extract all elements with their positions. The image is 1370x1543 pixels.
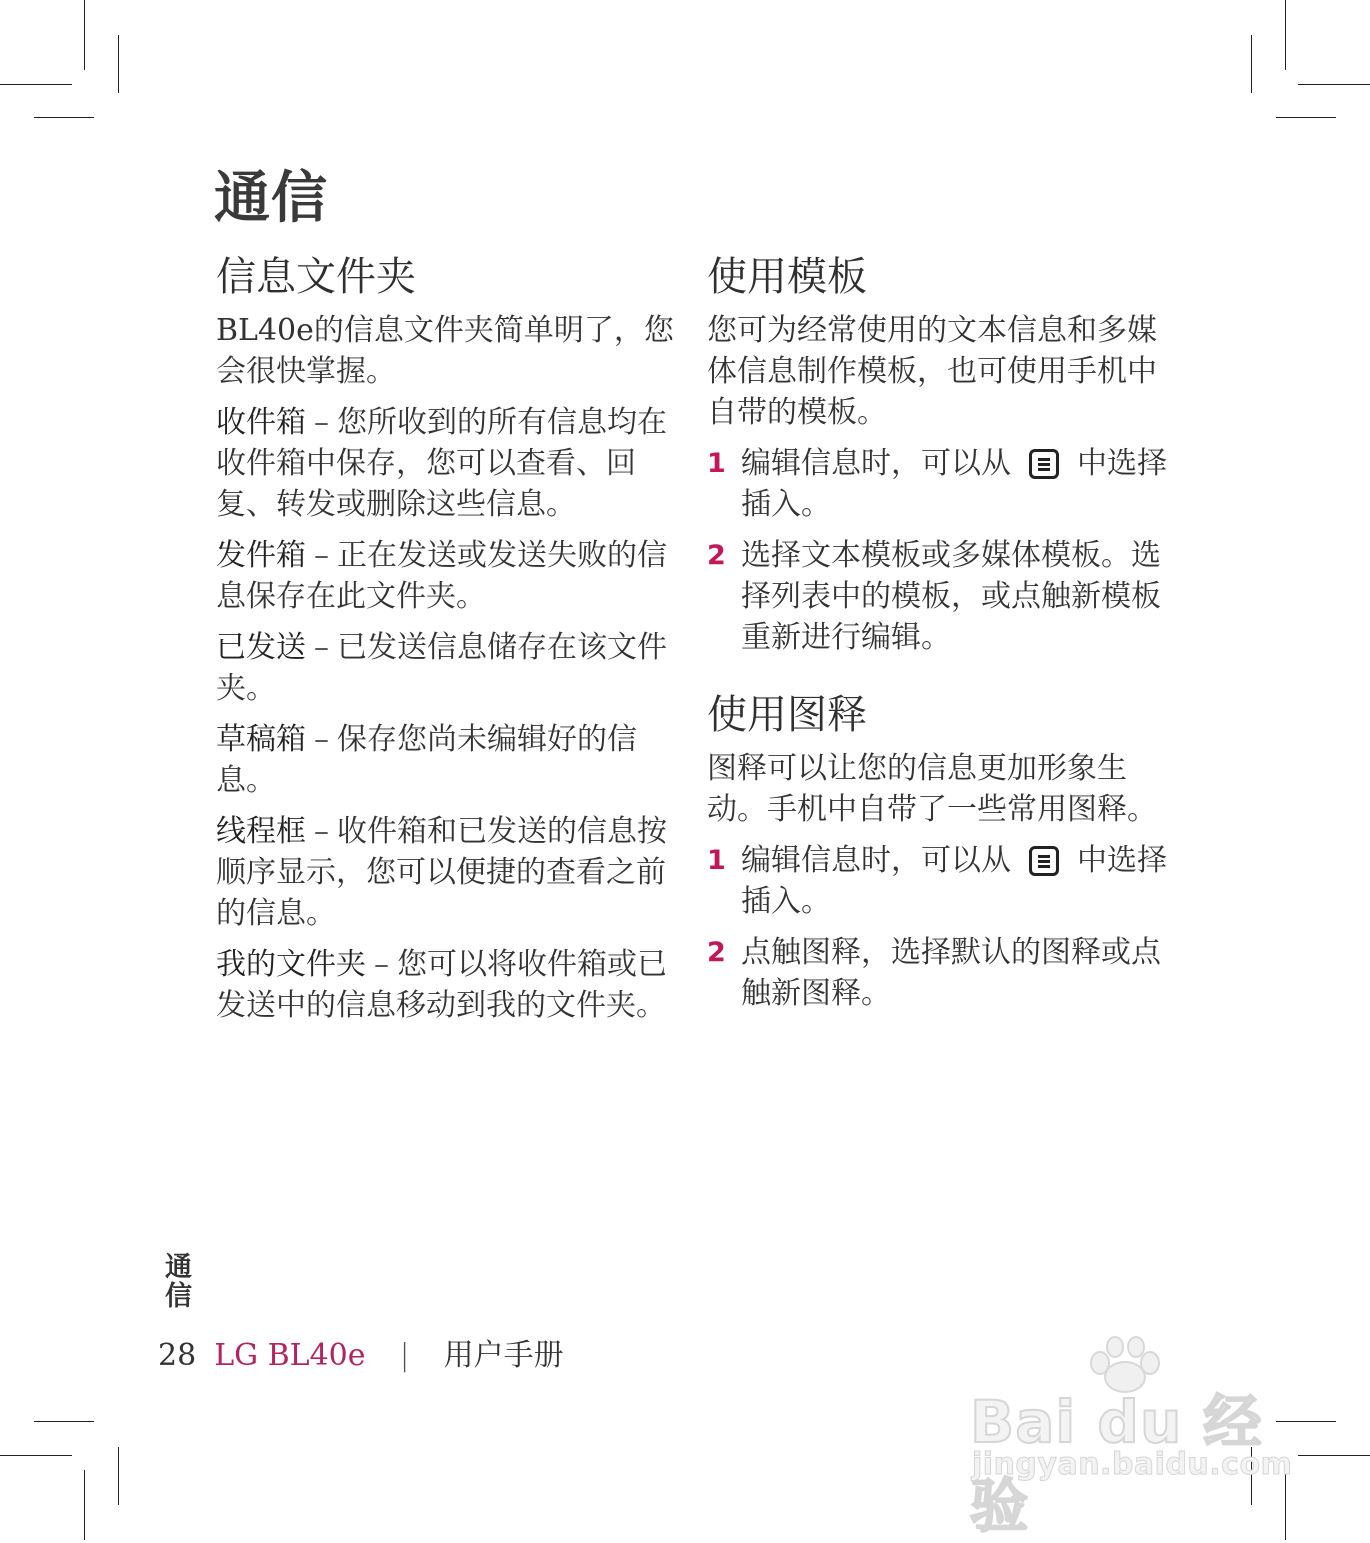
folder-item-sent xyxy=(216,627,676,709)
section-heading-templates: 使用模板 xyxy=(707,254,867,300)
step-text: 编辑信息时，可以从 xyxy=(741,446,1011,481)
step-text: 点触图释，选择默认的图释或点触新图释。 xyxy=(741,935,1161,1011)
crop-mark xyxy=(0,1455,72,1456)
crop-mark xyxy=(1285,0,1286,70)
separator: – xyxy=(374,947,389,982)
folder-item-threads xyxy=(216,811,676,934)
templates-intro: 您可为经常使用的文本信息和多媒体信息制作模板，也可使用手机中自带的模板。 xyxy=(707,313,1157,430)
folder-item-my-folders xyxy=(216,944,676,1026)
side-tab-label: 通信 xyxy=(160,1252,191,1310)
brand-model: LG BL40e xyxy=(214,1338,366,1373)
folder-item-outbox xyxy=(216,535,676,617)
templates-step-2 xyxy=(707,535,1167,658)
folder-term: 我的文件夹 xyxy=(216,947,366,982)
folder-item-drafts xyxy=(216,719,676,801)
menu-icon xyxy=(1029,449,1059,479)
crop-mark xyxy=(1298,84,1370,85)
section-heading-message-folders: 信息文件夹 xyxy=(216,254,416,300)
left-column xyxy=(216,252,676,1036)
separator: – xyxy=(314,538,329,573)
folder-term: 发件箱 xyxy=(216,538,306,573)
crop-mark xyxy=(34,117,94,118)
crop-mark xyxy=(1276,117,1336,118)
emoticons-step-1 xyxy=(707,840,1167,922)
step-text: 中选择插入。 xyxy=(741,446,1167,522)
crop-mark xyxy=(1298,1455,1370,1456)
crop-mark xyxy=(84,0,85,70)
step-number: 2 xyxy=(707,937,726,968)
separator: – xyxy=(314,405,329,440)
crop-mark xyxy=(118,1447,119,1505)
templates-step-1 xyxy=(707,443,1167,525)
folder-desc: 正在发送或发送失败的信息保存在此文件夹。 xyxy=(216,538,667,614)
crop-mark xyxy=(34,1421,94,1422)
crop-mark xyxy=(0,84,72,85)
watermark-url: jingyan.baidu.com xyxy=(972,1447,1293,1482)
step-text: 中选择插入。 xyxy=(741,843,1167,919)
folder-term: 草稿箱 xyxy=(216,722,306,757)
page-footer xyxy=(158,1330,564,1374)
folder-desc: 保存您尚未编辑好的信息。 xyxy=(216,722,637,798)
step-number: 1 xyxy=(707,448,726,479)
folder-term: 收件箱 xyxy=(216,405,306,440)
crop-mark xyxy=(1251,35,1252,93)
folder-term: 线程框 xyxy=(216,814,306,849)
folder-term: 已发送 xyxy=(216,630,306,665)
footer-divider: | xyxy=(399,1338,410,1373)
folder-desc: 您可以将收件箱或已发送中的信息移动到我的文件夹。 xyxy=(216,947,667,1023)
page-number: 28 xyxy=(158,1338,197,1373)
step-text: 编辑信息时，可以从 xyxy=(741,843,1011,878)
separator: – xyxy=(314,814,329,849)
emoticons-step-2 xyxy=(707,932,1167,1014)
separator: – xyxy=(314,630,329,665)
section-heading-emoticons: 使用图释 xyxy=(707,692,867,738)
folder-desc: 您所收到的所有信息均在收件箱中保存，您可以查看、回复、转发或删除这些信息。 xyxy=(216,405,667,522)
menu-icon xyxy=(1029,846,1059,876)
step-number: 2 xyxy=(707,540,726,571)
crop-mark xyxy=(118,35,119,93)
step-number: 1 xyxy=(707,845,726,876)
right-column xyxy=(707,252,1167,1024)
folder-desc: 已发送信息储存在该文件夹。 xyxy=(216,630,667,706)
manual-label: 用户手册 xyxy=(443,1338,564,1373)
folder-desc: 收件箱和已发送的信息按顺序显示，您可以便捷的查看之前的信息。 xyxy=(216,814,667,931)
section-intro: BL40e的信息文件夹简单明了，您会很快掌握。 xyxy=(216,313,674,389)
page-title: 通信 xyxy=(214,165,328,231)
separator: – xyxy=(314,722,329,757)
watermark-logo: Bai du 经验 xyxy=(970,1388,1263,1540)
crop-mark xyxy=(84,1470,85,1540)
folder-item-inbox xyxy=(216,402,676,525)
baidu-watermark xyxy=(970,1335,1300,1540)
step-text: 选择文本模板或多媒体模板。选择列表中的模板，或点触新模板重新进行编辑。 xyxy=(741,538,1161,655)
emoticons-intro: 图释可以让您的信息更加形象生动。手机中自带了一些常用图释。 xyxy=(707,751,1157,827)
